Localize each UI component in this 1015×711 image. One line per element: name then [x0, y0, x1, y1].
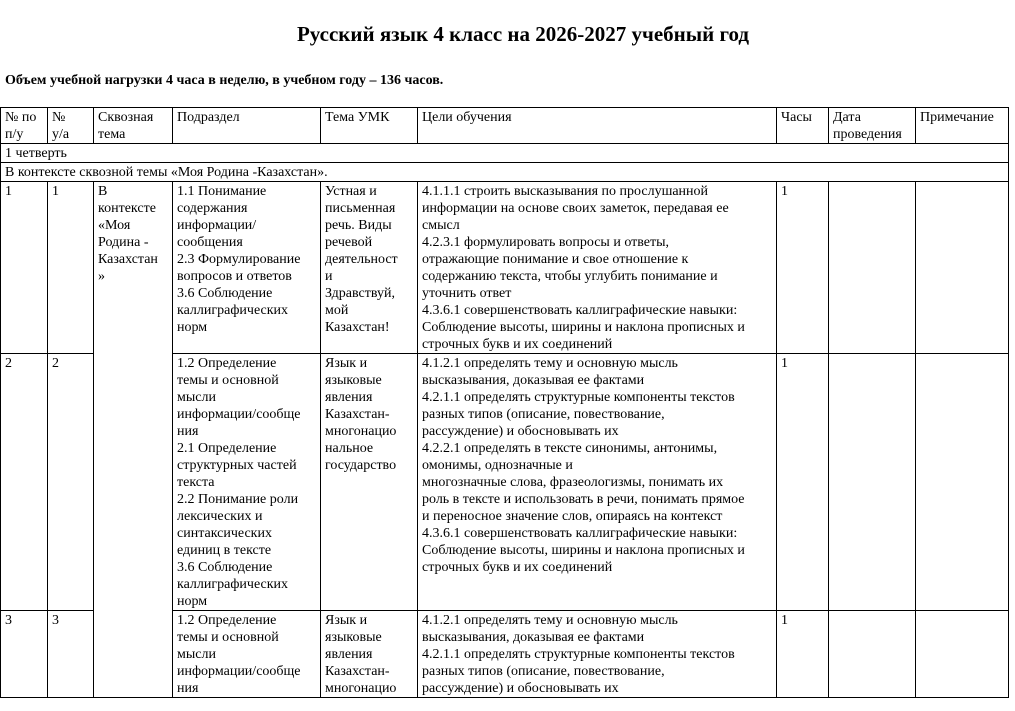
context-row [1, 163, 1009, 182]
row-number-ua: 3 [48, 611, 94, 698]
header-cell: Примечание [916, 108, 1009, 144]
subsection-cell: 1.2 Определение темы и основной мысли информации/сообще ния 2.1 Определение структурных частей текста 2.2 Понимание роли лексических и синтаксических единиц в тексте 3.6 Соблюдение каллиграфических норм [173, 354, 321, 611]
row-number: 1 [1, 182, 48, 354]
hours-cell: 1 [777, 611, 829, 698]
table-row [1, 182, 1009, 354]
note-cell [916, 611, 1009, 698]
row-number-ua: 1 [48, 182, 94, 354]
table-header-row [1, 108, 1009, 144]
learning-goals-cell: 4.1.2.1 определять тему и основную мысль высказывания, доказывая ее фактами 4.2.1.1 определять структурные компоненты текстов разных типов (описание, повествование, рассуждение) и обосновывать их 4.2.2.1 определять в тексте синонимы, антонимы, омонимы, однозначные и многозначные слова, фразеологизмы, понимать их роль в тексте и использовать в речи, понимать прямое и переносное значение слов, опираясь на контекст 4.3.6.1 совершенствовать каллиграфические навыки: Соблюдение высоты, ширины и наклона прописных и строчных букв и их соединений [418, 354, 777, 611]
row-number-ua: 2 [48, 354, 94, 611]
date-cell [829, 354, 916, 611]
header-cell: Дата проведения [829, 108, 916, 144]
header-cell: № по п/у [1, 108, 48, 144]
umk-topic-cell: Устная и письменная речь. Виды речевой деятельност и Здравствуй, мой Казахстан! [321, 182, 418, 354]
subsection-cell: 1.2 Определение темы и основной мысли информации/сообще ния [173, 611, 321, 698]
through-theme-cell: В контексте «Моя Родина - Казахстан » [94, 182, 173, 698]
hours-cell: 1 [777, 182, 829, 354]
date-cell [829, 611, 916, 698]
note-cell [916, 182, 1009, 354]
document-title: Русский язык 4 класс на 2026-2027 учебный год [296, 22, 750, 46]
header-cell: Часы [777, 108, 829, 144]
row-number: 3 [1, 611, 48, 698]
hours-cell: 1 [777, 354, 829, 611]
umk-topic-cell: Язык и языковые явления Казахстан- многонацио нальное государство [321, 354, 418, 611]
subsection-cell: 1.1 Понимание содержания информации/ сообщения 2.3 Формулирование вопросов и ответов 3.6 Соблюдение каллиграфических норм [173, 182, 321, 354]
context-label: В контексте сквозной темы «Моя Родина -Казахстан». [1, 163, 1009, 182]
header-cell: Тема УМК [321, 108, 418, 144]
header-cell: Цели обучения [418, 108, 777, 144]
header-cell: Подраздел [173, 108, 321, 144]
note-cell [916, 354, 1009, 611]
learning-goals-cell: 4.1.1.1 строить высказывания по прослушанной информации на основе своих заметок, передавая ее смысл 4.2.3.1 формулировать вопросы и ответы, отражающие понимание и свое отношение к содержанию текста, чтобы углубить понимание и уточнить ответ 4.3.6.1 совершенствовать каллиграфические навыки: Соблюдение высоты, ширины и наклона прописных и строчных букв и их соединений [418, 182, 777, 354]
row-number: 2 [1, 354, 48, 611]
header-cell: № у/а [48, 108, 94, 144]
teaching-load-line: Объем учебной нагрузки 4 часа в неделю, в учебном году – 136 часов. [5, 73, 444, 88]
quarter-row [1, 144, 1009, 163]
quarter-label: 1 четверть [1, 144, 1009, 163]
date-cell [829, 182, 916, 354]
lesson-plan-table [0, 107, 1009, 698]
header-cell: Сквозная тема [94, 108, 173, 144]
learning-goals-cell: 4.1.2.1 определять тему и основную мысль высказывания, доказывая ее фактами 4.2.1.1 определять структурные компоненты текстов разных типов (описание, повествование, рассуждение) и обосновывать их [418, 611, 777, 698]
umk-topic-cell: Язык и языковые явления Казахстан- многонацио [321, 611, 418, 698]
